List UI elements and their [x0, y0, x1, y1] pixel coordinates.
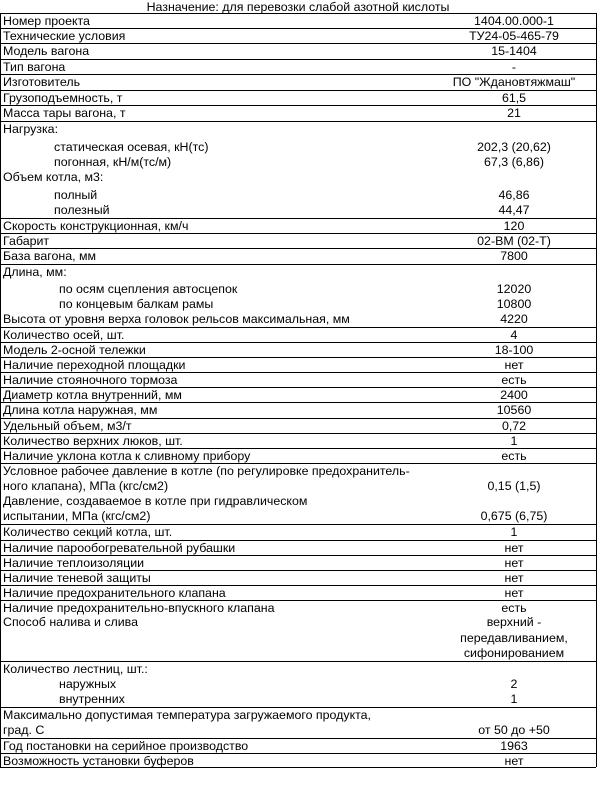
- table-row: [1, 248, 596, 263]
- table-row: [1, 372, 596, 387]
- row-label: Масса тары вагона, т: [3, 106, 126, 120]
- table-row: [1, 433, 596, 448]
- row-label: Наличие переходной площадки: [3, 358, 186, 372]
- row-label: Условное рабочее давление в котле (по регулировке предохранитель-: [3, 464, 410, 478]
- table-row: [1, 570, 596, 585]
- table-row: [1, 600, 596, 615]
- table-row: [1, 264, 596, 279]
- row-label: статическая осевая, кН(тс): [54, 140, 209, 154]
- row-label: по концевым балкам рамы: [59, 297, 214, 311]
- row-label: Наличие предохранительно-впускного клапана: [3, 601, 275, 615]
- row-label: Наличие уклона котла к сливному прибору: [3, 449, 251, 463]
- row-value: нет: [504, 358, 524, 372]
- row-value: -: [511, 60, 517, 74]
- table-row: [1, 707, 596, 722]
- row-label: ного клапана), МПа (кгс/см2): [3, 479, 169, 493]
- table-row: [1, 448, 596, 463]
- row-value: 21: [507, 106, 521, 120]
- row-value: 67,3 (6,86): [484, 155, 544, 169]
- table-row: [1, 28, 596, 43]
- row-label: Диаметр котла внутренний, мм: [3, 388, 182, 402]
- row-value: 1: [510, 434, 518, 448]
- table-row: [1, 105, 596, 120]
- row-value: есть: [501, 601, 527, 615]
- row-label: полезный: [54, 203, 110, 217]
- row-value: 44,47: [498, 203, 530, 217]
- row-value: ПО "Ждановтяжмаш": [452, 75, 576, 89]
- row-label: Скорость конструкционная, км/ч: [3, 219, 189, 233]
- row-label: Наличие парообогревательной рубашки: [3, 541, 236, 555]
- table-row: [1, 661, 596, 676]
- row-label: Высота от уровня верха головок рельсов максимальная, мм: [3, 312, 350, 326]
- row-value: 1: [510, 525, 518, 539]
- row-label: Давление, создаваемое в котле при гидравлическом: [3, 494, 308, 508]
- row-value: ТУ24-05-465-79: [469, 29, 559, 43]
- table-row: [1, 524, 596, 539]
- row-value: 1404.00.000-1: [474, 14, 554, 28]
- row-value: есть: [501, 373, 527, 387]
- row-label: испытании, МПа (кгс/см2): [3, 509, 151, 523]
- table-row: [1, 327, 596, 342]
- row-label: Количество осей, шт.: [3, 328, 125, 342]
- row-value: 0,72: [501, 419, 527, 433]
- row-value: 1963: [500, 739, 528, 753]
- row-value: передавливанием,: [460, 631, 568, 645]
- row-label: Наличие предохранительного клапана: [3, 586, 226, 600]
- row-label: Длина, мм:: [3, 265, 67, 279]
- row-value: 4: [510, 328, 518, 342]
- row-label: База вагона, мм: [3, 249, 97, 263]
- table-row: [1, 218, 596, 233]
- row-label: Модель 2-осной тележки: [3, 343, 146, 357]
- row-value: 18-100: [494, 343, 534, 357]
- row-value: 120: [503, 219, 525, 233]
- row-label: Год постановки на серийное производство: [3, 739, 249, 753]
- table-row: [1, 387, 596, 402]
- table-row: [1, 13, 596, 28]
- row-value: сифонированием: [463, 646, 565, 660]
- row-label: Габарит: [3, 234, 50, 248]
- row-value: 0,15 (1,5): [487, 479, 541, 493]
- table-row: [1, 738, 596, 753]
- row-label: Количество верхних люков, шт.: [3, 434, 183, 448]
- row-value: нет: [504, 556, 524, 570]
- row-value: верхний -: [486, 615, 542, 629]
- row-label: Удельный объем, м3/т: [3, 419, 132, 433]
- row-label: Технические условия: [3, 29, 126, 43]
- table-row: [1, 418, 596, 433]
- row-label: полный: [54, 188, 98, 202]
- table-row: [1, 233, 596, 248]
- sheet-title: Назначение: для перевозки слабой азотной кислоты: [146, 0, 450, 14]
- table-row: [1, 121, 596, 136]
- row-label: Наличие теневой защиты: [3, 571, 151, 585]
- row-label: Модель вагона: [3, 44, 90, 58]
- row-value: 10560: [496, 403, 532, 417]
- row-value: 4220: [500, 312, 528, 326]
- table-bottom-border: [0, 767, 596, 768]
- row-value: 202,3 (20,62): [477, 140, 551, 154]
- row-label: Наличие теплоизоляции: [3, 556, 145, 570]
- row-label: Изготовитель: [3, 75, 81, 89]
- row-value: 15-1404: [491, 44, 537, 58]
- row-label: Номер проекта: [3, 14, 90, 28]
- row-value: 61,5: [501, 91, 527, 105]
- spec-table: [0, 13, 597, 767]
- row-label: наружных: [59, 677, 117, 691]
- row-label: внутренних: [59, 692, 125, 706]
- table-row: [1, 555, 596, 570]
- row-value: нет: [504, 541, 524, 555]
- table-row: [1, 753, 596, 768]
- row-label: Количество секций котла, шт.: [3, 525, 173, 539]
- table-row: [1, 43, 596, 58]
- table-row: [1, 342, 596, 357]
- row-value: от 50 до +50: [478, 723, 550, 737]
- table-row: [1, 585, 596, 600]
- table-row: [1, 402, 596, 417]
- row-value: нет: [504, 586, 524, 600]
- table-row: [1, 540, 596, 555]
- row-value: нет: [504, 571, 524, 585]
- row-label: Максимально допустимая температура загружаемого продукта,: [3, 708, 372, 722]
- row-label: Грузоподъемность, т: [3, 91, 123, 105]
- row-value: 12020: [496, 282, 532, 296]
- row-label: погонная, кН/м(тс/м): [54, 155, 172, 169]
- row-label: Тип вагона: [3, 60, 66, 74]
- row-value: 0,675 (6,75): [480, 509, 548, 523]
- row-label: Объем котла, м3:: [3, 170, 104, 184]
- row-value: нет: [504, 754, 524, 768]
- row-value: 02-ВМ (02-Т): [477, 234, 551, 248]
- row-value: 46,86: [498, 188, 530, 202]
- table-row: [1, 90, 596, 105]
- row-label: по осям сцепления автосцепок: [59, 282, 238, 296]
- row-value: есть: [501, 449, 527, 463]
- table-row: [1, 59, 596, 74]
- row-value: 2400: [500, 388, 528, 402]
- row-label: Возможность установки буферов: [3, 754, 194, 768]
- row-value: 7800: [500, 249, 528, 263]
- row-label: Способ налива и слива: [3, 615, 139, 629]
- row-value: 1: [510, 692, 518, 706]
- row-value: 10800: [496, 297, 532, 311]
- row-label: Количество лестниц, шт.:: [3, 662, 148, 676]
- table-row: [1, 357, 596, 372]
- row-label: Длина котла наружная, мм: [3, 403, 158, 417]
- row-label: Нагрузка:: [3, 122, 59, 136]
- row-label: град. С: [3, 723, 45, 737]
- row-value: 2: [510, 677, 518, 691]
- table-row: [1, 463, 596, 478]
- row-label: Наличие стояночного тормоза: [3, 373, 178, 387]
- table-row: [1, 74, 596, 89]
